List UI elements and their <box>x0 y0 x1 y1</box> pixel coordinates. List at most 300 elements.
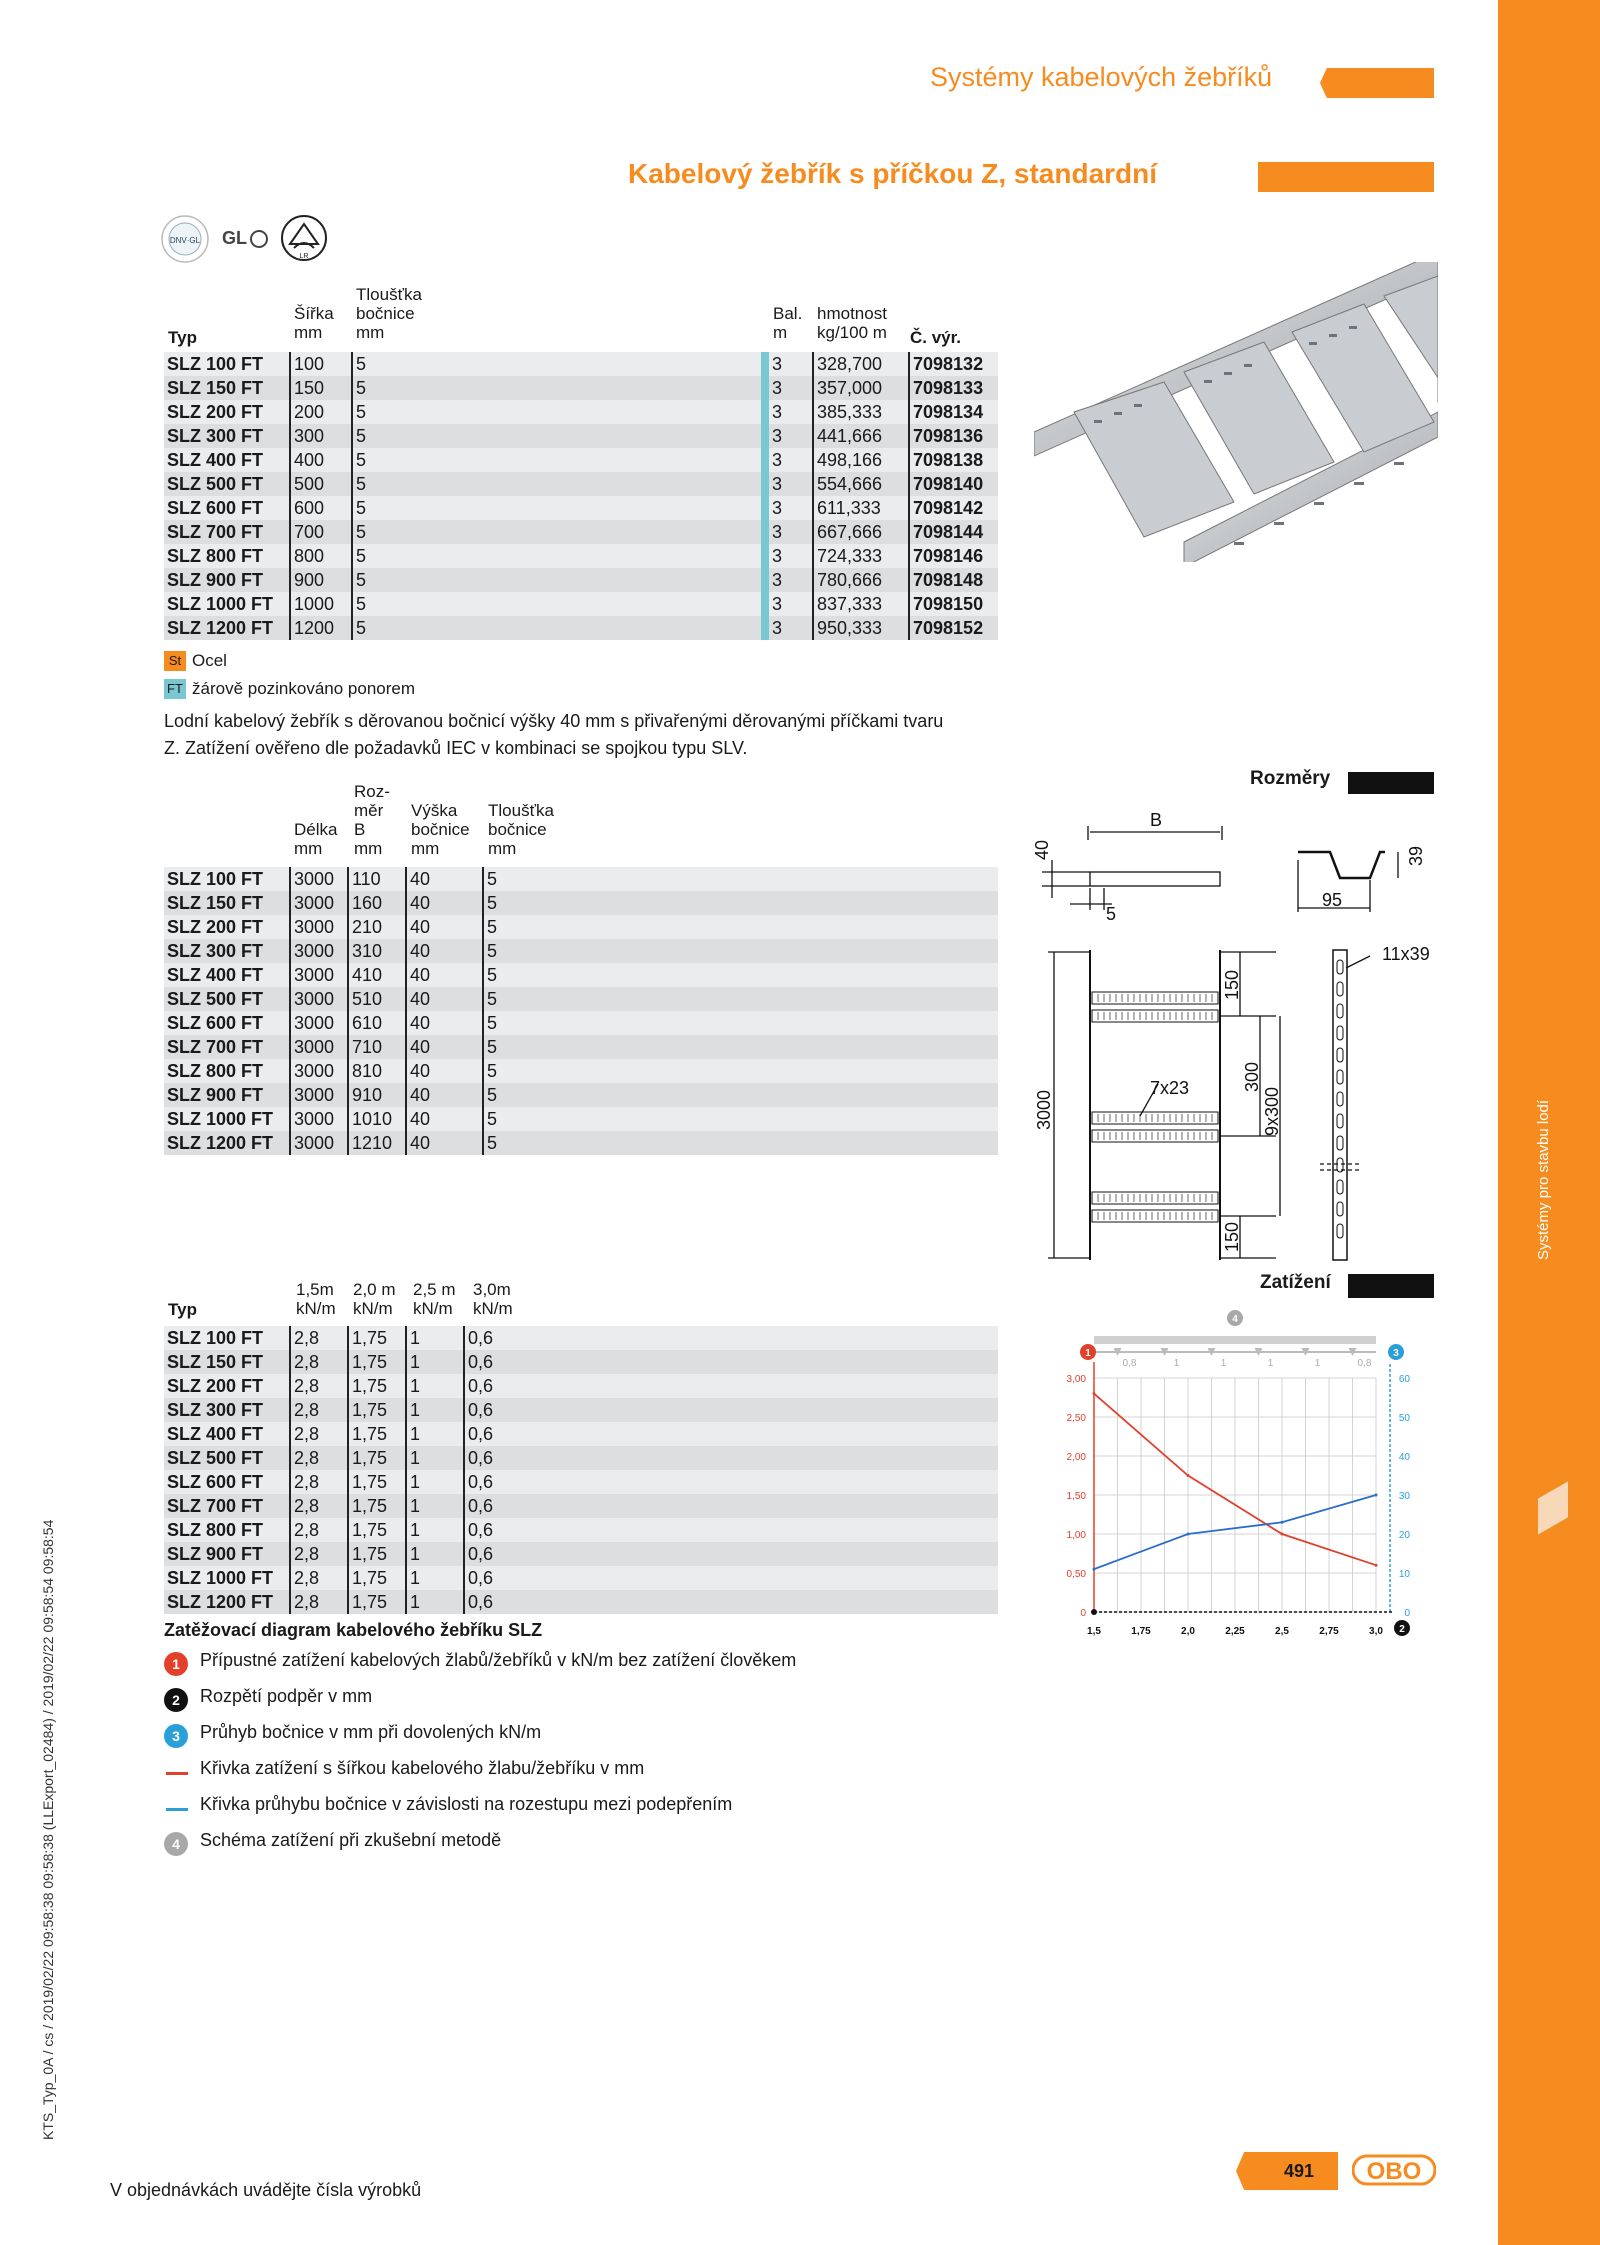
cell-tloustka: 5 <box>483 1083 998 1107</box>
cell-load-1-5: 2,8 <box>290 1470 348 1494</box>
cell-vyska: 40 <box>406 1035 483 1059</box>
cell-typ: SLZ 900 FT <box>164 1542 290 1566</box>
cell-cislo: 7098140 <box>909 472 998 496</box>
t3-head-typ: Typ <box>168 1300 197 1319</box>
dnv-logo <box>160 214 210 264</box>
cell-delka: 3000 <box>290 1107 348 1131</box>
cell-hmotnost: 724,333 <box>813 544 909 568</box>
table-row <box>164 352 998 376</box>
cell-cislo: 7098132 <box>909 352 998 376</box>
dim-150-top: 150 <box>1222 969 1242 1000</box>
cell-delka: 3000 <box>290 1059 348 1083</box>
cell-load-1-5: 2,8 <box>290 1494 348 1518</box>
table-row <box>164 568 998 592</box>
cell-load-3-0: 0,6 <box>464 1566 998 1590</box>
cell-vyska: 40 <box>406 1011 483 1035</box>
cell-load-2-0: 1,75 <box>348 1374 406 1398</box>
cell-load-2-0: 1,75 <box>348 1542 406 1566</box>
cell-load-3-0: 0,6 <box>464 1326 998 1350</box>
dim-7x23: 7x23 <box>1150 1078 1190 1098</box>
cell-load-1-5: 2,8 <box>290 1566 348 1590</box>
cell-sirka: 800 <box>290 544 352 568</box>
footer-note: V objednávkách uvádějte čísla výrobků <box>110 2180 422 2200</box>
side-meta-text: KTS_Typ_0A / cs / 2019/02/22 09:58:38 09:58:38 (LLExport_02484) / 2019/02/22 09:58:54 09:58:54 <box>40 1519 56 2140</box>
lr-logo-text: LR <box>299 253 309 260</box>
cell-tloustka: 5 <box>352 424 761 448</box>
cell-load-3-0: 0,6 <box>464 1542 998 1566</box>
description: Lodní kabelový žebřík s děrovanou bočnicí výšky 40 mm s přivařenými děrovanými příčkami tvaru Z. Zatížení ověřeno dle požadavků IEC v kombinaci se spojkou typu SLV. <box>164 711 944 758</box>
cell-load-2-0: 1,75 <box>348 1566 406 1590</box>
table-row <box>164 520 998 544</box>
cell-cislo: 7098148 <box>909 568 998 592</box>
t3-head-c2: 2,0 m kN/m <box>353 1280 396 1318</box>
dim-40: 40 <box>1032 839 1052 860</box>
axis-marker-3-label: 3 <box>1393 1348 1399 1359</box>
finish-marker <box>761 496 769 520</box>
cell-load-2-5: 1 <box>406 1566 464 1590</box>
table-row <box>164 1107 998 1131</box>
cell-typ: SLZ 1200 FT <box>164 1590 290 1614</box>
x-tick-label: 2,5 <box>1275 1626 1289 1637</box>
legend-text-0: Přípustné zatížení kabelových žlabů/žebříků v kN/m bez zatížení člověkem <box>200 1650 797 1670</box>
cell-tloustka: 5 <box>352 400 761 424</box>
cell-typ: SLZ 100 FT <box>164 1326 290 1350</box>
t1-head-bal: Bal. m <box>773 304 803 342</box>
cell-cislo: 7098133 <box>909 376 998 400</box>
legend-ft-label: žárově pozinkováno ponorem <box>192 679 416 698</box>
cell-delka: 3000 <box>290 1035 348 1059</box>
t3-head-c3: 2,5 m kN/m <box>413 1280 456 1318</box>
table-row <box>164 987 998 1011</box>
legend-marker-3: 3 <box>164 1724 188 1748</box>
cell-vyska: 40 <box>406 1083 483 1107</box>
lloyds-register-logo <box>280 214 328 262</box>
dim-b: B <box>1150 810 1163 830</box>
table-row <box>164 915 998 939</box>
table-row <box>164 1422 998 1446</box>
cell-bal: 3 <box>769 544 813 568</box>
cell-rozmer: 410 <box>348 963 406 987</box>
legend-st-box: St <box>164 651 186 671</box>
cell-typ: SLZ 800 FT <box>164 1518 290 1542</box>
cell-load-2-0: 1,75 <box>348 1350 406 1374</box>
cell-vyska: 40 <box>406 1107 483 1131</box>
cell-sirka: 1000 <box>290 592 352 616</box>
t1-head-cvyr: Č. výr. <box>910 328 962 347</box>
cell-load-2-0: 1,75 <box>348 1494 406 1518</box>
cell-typ: SLZ 1000 FT <box>164 1566 290 1590</box>
cell-rozmer: 1010 <box>348 1107 406 1131</box>
cell-rozmer: 810 <box>348 1059 406 1083</box>
cell-tloustka: 5 <box>352 568 761 592</box>
cell-typ: SLZ 400 FT <box>164 963 290 987</box>
deflection-point <box>1187 1533 1190 1536</box>
finish-marker <box>761 544 769 568</box>
cell-cislo: 7098138 <box>909 448 998 472</box>
legend-line-3 <box>166 1772 188 1775</box>
cell-tloustka: 5 <box>483 867 998 891</box>
x-tick-label: 2,0 <box>1181 1626 1195 1637</box>
cell-load-3-0: 0,6 <box>464 1590 998 1614</box>
cell-rozmer: 310 <box>348 939 406 963</box>
table-row <box>164 1131 998 1155</box>
rozmery-bar <box>1348 772 1434 794</box>
load-table <box>164 1326 998 1614</box>
dim-150-bottom: 150 <box>1222 1221 1242 1252</box>
cell-load-3-0: 0,6 <box>464 1350 998 1374</box>
cell-load-2-5: 1 <box>406 1470 464 1494</box>
deflection-point <box>1281 1521 1284 1524</box>
cell-tloustka: 5 <box>483 1131 998 1155</box>
cell-load-2-0: 1,75 <box>348 1398 406 1422</box>
cell-tloustka: 5 <box>483 915 998 939</box>
cell-load-1-5: 2,8 <box>290 1326 348 1350</box>
table-row <box>164 1518 998 1542</box>
cell-hmotnost: 837,333 <box>813 592 909 616</box>
cell-delka: 3000 <box>290 891 348 915</box>
diagram-title: Zatěžovací diagram kabelového žebříku SLZ <box>164 1620 543 1640</box>
cell-rozmer: 160 <box>348 891 406 915</box>
cell-hmotnost: 385,333 <box>813 400 909 424</box>
y-right-tick-label: 60 <box>1398 1374 1410 1385</box>
deflection-point <box>1093 1568 1096 1571</box>
cell-tloustka: 5 <box>483 939 998 963</box>
finish-marker <box>761 448 769 472</box>
cell-sirka: 1200 <box>290 616 352 640</box>
cell-load-3-0: 0,6 <box>464 1398 998 1422</box>
cell-typ: SLZ 200 FT <box>164 1374 290 1398</box>
table-row <box>164 939 998 963</box>
t2-head-delka: Délka mm <box>294 820 338 858</box>
main-title: Kabelový žebřík s příčkou Z, standardní <box>628 158 1158 189</box>
cell-bal: 3 <box>769 568 813 592</box>
table-row <box>164 472 998 496</box>
dim-95: 95 <box>1322 890 1343 910</box>
cell-rozmer: 710 <box>348 1035 406 1059</box>
cell-hmotnost: 498,166 <box>813 448 909 472</box>
cell-tloustka: 5 <box>352 352 761 376</box>
cell-load-1-5: 2,8 <box>290 1590 348 1614</box>
cell-sirka: 900 <box>290 568 352 592</box>
dim-3000: 3000 <box>1034 1089 1054 1130</box>
cell-load-2-0: 1,75 <box>348 1446 406 1470</box>
cell-load-2-5: 1 <box>406 1542 464 1566</box>
finish-marker <box>761 520 769 544</box>
cell-bal: 3 <box>769 496 813 520</box>
cell-load-3-0: 0,6 <box>464 1422 998 1446</box>
header-arrow-tab <box>1320 68 1434 98</box>
table-row <box>164 1494 998 1518</box>
dim-11x39: 11x39 <box>1382 944 1430 964</box>
load-scheme-label: 1 <box>1220 1358 1227 1369</box>
cell-typ: SLZ 400 FT <box>164 448 290 472</box>
cell-hmotnost: 950,333 <box>813 616 909 640</box>
product-photo-ladder <box>1034 262 1438 562</box>
cell-vyska: 40 <box>406 915 483 939</box>
legend-ft-box: FT <box>164 679 186 699</box>
cell-load-1-5: 2,8 <box>290 1446 348 1470</box>
finish-marker <box>761 352 769 376</box>
cell-rozmer: 910 <box>348 1083 406 1107</box>
cell-typ: SLZ 1000 FT <box>164 1107 290 1131</box>
cell-load-2-5: 1 <box>406 1374 464 1398</box>
cell-load-1-5: 2,8 <box>290 1518 348 1542</box>
cell-load-2-5: 1 <box>406 1494 464 1518</box>
cell-load-2-0: 1,75 <box>348 1422 406 1446</box>
cell-typ: SLZ 150 FT <box>164 891 290 915</box>
load-chart <box>1020 1300 1430 1660</box>
table-row <box>164 1470 998 1494</box>
dimensions-table <box>164 867 998 1155</box>
cell-bal: 3 <box>769 352 813 376</box>
legend-text-2: Průhyb bočnice v mm při dovolených kN/m <box>200 1722 542 1742</box>
cell-vyska: 40 <box>406 1059 483 1083</box>
cell-typ: SLZ 300 FT <box>164 939 290 963</box>
cell-load-2-0: 1,75 <box>348 1326 406 1350</box>
load-scheme-label: 0,8 <box>1122 1358 1137 1369</box>
cell-tloustka: 5 <box>352 448 761 472</box>
table-row <box>164 1542 998 1566</box>
cell-typ: SLZ 150 FT <box>164 376 290 400</box>
cell-typ: SLZ 900 FT <box>164 1083 290 1107</box>
legend-text-3: Křivka zatížení s šířkou kabelového žlabu/žebříku v mm <box>200 1758 645 1778</box>
dim-39: 39 <box>1406 845 1426 866</box>
axis-marker-2-label: 2 <box>1399 1624 1405 1635</box>
table-row <box>164 448 998 472</box>
cell-bal: 3 <box>769 592 813 616</box>
t2-head-vyska: Výška bočnice mm <box>411 801 470 858</box>
cell-bal: 3 <box>769 520 813 544</box>
cell-cislo: 7098144 <box>909 520 998 544</box>
cell-tloustka: 5 <box>483 1059 998 1083</box>
cell-sirka: 600 <box>290 496 352 520</box>
cell-typ: SLZ 500 FT <box>164 987 290 1011</box>
y-right-tick-label: 50 <box>1398 1413 1410 1424</box>
table-row <box>164 496 998 520</box>
load-scheme-label: 1 <box>1314 1358 1321 1369</box>
cell-load-2-5: 1 <box>406 1590 464 1614</box>
cell-typ: SLZ 1000 FT <box>164 592 290 616</box>
cell-sirka: 150 <box>290 376 352 400</box>
load-point <box>1281 1533 1284 1536</box>
t1-head-hmotnost: hmotnost kg/100 m <box>817 304 887 342</box>
cell-bal: 3 <box>769 424 813 448</box>
y-left-tick-label: 3,00 <box>1066 1374 1086 1385</box>
table-row <box>164 891 998 915</box>
load-point <box>1187 1474 1190 1477</box>
cell-load-3-0: 0,6 <box>464 1518 998 1542</box>
cell-hmotnost: 780,666 <box>813 568 909 592</box>
y-left-tick-label: 0 <box>1080 1608 1086 1619</box>
page-number: 491 <box>1284 2161 1315 2181</box>
cell-tloustka: 5 <box>483 1107 998 1131</box>
cell-delka: 3000 <box>290 867 348 891</box>
dim-9x300: 9x300 <box>1262 1086 1282 1136</box>
finish-marker <box>761 592 769 616</box>
x-tick-label: 2,75 <box>1319 1626 1339 1637</box>
y-left-tick-label: 2,50 <box>1066 1413 1086 1424</box>
cell-load-2-5: 1 <box>406 1422 464 1446</box>
cell-tloustka: 5 <box>483 891 998 915</box>
y-right-tick-label: 30 <box>1398 1491 1410 1502</box>
cell-cislo: 7098146 <box>909 544 998 568</box>
y-left-tick-label: 0,50 <box>1066 1569 1086 1580</box>
cell-rozmer: 210 <box>348 915 406 939</box>
cell-vyska: 40 <box>406 867 483 891</box>
cell-load-3-0: 0,6 <box>464 1446 998 1470</box>
y-right-tick-label: 10 <box>1398 1569 1410 1580</box>
legend-text-1: Rozpětí podpěr v mm <box>200 1686 373 1706</box>
cell-typ: SLZ 200 FT <box>164 915 290 939</box>
table-row <box>164 1590 998 1614</box>
cell-typ: SLZ 800 FT <box>164 544 290 568</box>
cell-typ: SLZ 800 FT <box>164 1059 290 1083</box>
cell-bal: 3 <box>769 400 813 424</box>
table-row <box>164 1350 998 1374</box>
table-row <box>164 1011 998 1035</box>
cell-typ: SLZ 600 FT <box>164 496 290 520</box>
cell-hmotnost: 357,000 <box>813 376 909 400</box>
t2-head-tloustka: Tloušťka bočnice mm <box>488 801 554 858</box>
cell-cislo: 7098150 <box>909 592 998 616</box>
cell-rozmer: 510 <box>348 987 406 1011</box>
dnv-logo-text: DNV·GL <box>169 236 201 245</box>
header-title: Systémy kabelových žebříků <box>930 62 1273 92</box>
x-tick-label: 2,25 <box>1225 1626 1245 1637</box>
table-row <box>164 424 998 448</box>
table-row <box>164 376 998 400</box>
cell-delka: 3000 <box>290 963 348 987</box>
cell-tloustka: 5 <box>483 987 998 1011</box>
cell-cislo: 7098136 <box>909 424 998 448</box>
cell-delka: 3000 <box>290 1083 348 1107</box>
t3-head-c4: 3,0m kN/m <box>473 1280 513 1318</box>
cell-hmotnost: 328,700 <box>813 352 909 376</box>
dimension-drawing <box>1030 800 1440 1270</box>
cell-bal: 3 <box>769 616 813 640</box>
cell-sirka: 500 <box>290 472 352 496</box>
cell-typ: SLZ 1200 FT <box>164 1131 290 1155</box>
cell-delka: 3000 <box>290 939 348 963</box>
cell-tloustka: 5 <box>352 592 761 616</box>
cell-typ: SLZ 700 FT <box>164 1494 290 1518</box>
table-row <box>164 867 998 891</box>
cell-typ: SLZ 100 FT <box>164 867 290 891</box>
y-left-tick-label: 2,00 <box>1066 1452 1086 1463</box>
cell-typ: SLZ 100 FT <box>164 352 290 376</box>
dim-5: 5 <box>1106 904 1117 924</box>
t1-head-tloustka: Tloušťka bočnice mm <box>356 285 422 342</box>
obo-logo-text: OBO <box>1366 2158 1422 2185</box>
cell-tloustka: 5 <box>352 616 761 640</box>
table-row <box>164 1035 998 1059</box>
table-row <box>164 1059 998 1083</box>
cell-load-2-5: 1 <box>406 1518 464 1542</box>
cell-tloustka: 5 <box>352 544 761 568</box>
cell-typ: SLZ 700 FT <box>164 1035 290 1059</box>
cell-typ: SLZ 600 FT <box>164 1470 290 1494</box>
product-table <box>164 352 998 640</box>
cell-delka: 3000 <box>290 987 348 1011</box>
cell-cislo: 7098142 <box>909 496 998 520</box>
legend-st-label: Ocel <box>192 651 227 670</box>
dim-300: 300 <box>1242 1061 1262 1092</box>
cell-load-1-5: 2,8 <box>290 1374 348 1398</box>
cell-typ: SLZ 700 FT <box>164 520 290 544</box>
load-point <box>1093 1392 1096 1395</box>
table-row <box>164 963 998 987</box>
cell-bal: 3 <box>769 448 813 472</box>
legend-text-4: Křivka průhybu bočnice v závislosti na rozestupu mezi podepřením <box>200 1794 733 1814</box>
cell-load-2-0: 1,75 <box>348 1590 406 1614</box>
table-row <box>164 1326 998 1350</box>
cell-load-2-0: 1,75 <box>348 1470 406 1494</box>
load-scheme-label: 0,8 <box>1357 1358 1372 1369</box>
title-bar <box>1258 162 1434 192</box>
deflection-point <box>1375 1494 1378 1497</box>
legend-marker-4: 4 <box>164 1832 188 1856</box>
load-scheme-label: 1 <box>1267 1358 1274 1369</box>
cell-vyska: 40 <box>406 987 483 1011</box>
cell-vyska: 40 <box>406 939 483 963</box>
cell-hmotnost: 611,333 <box>813 496 909 520</box>
axis-marker-4-label: 4 <box>1232 1314 1238 1325</box>
cell-tloustka: 5 <box>483 1035 998 1059</box>
table-row <box>164 1083 998 1107</box>
table-row <box>164 400 998 424</box>
cell-delka: 3000 <box>290 1131 348 1155</box>
cell-load-2-5: 1 <box>406 1350 464 1374</box>
table-row <box>164 1566 998 1590</box>
gl-logo-emblem <box>250 230 268 248</box>
cell-bal: 3 <box>769 472 813 496</box>
table-row <box>164 592 998 616</box>
table-row <box>164 1446 998 1470</box>
cell-tloustka: 5 <box>483 1011 998 1035</box>
obo-logo <box>1352 2152 1436 2188</box>
cell-load-3-0: 0,6 <box>464 1494 998 1518</box>
cell-delka: 3000 <box>290 1011 348 1035</box>
y-left-tick-label: 1,50 <box>1066 1491 1086 1502</box>
cell-load-1-5: 2,8 <box>290 1398 348 1422</box>
cell-load-2-5: 1 <box>406 1326 464 1350</box>
finish-marker <box>761 376 769 400</box>
legend-line-4 <box>166 1808 188 1811</box>
cell-typ: SLZ 300 FT <box>164 424 290 448</box>
zatizeni-label: Zatížení <box>1260 1272 1331 1293</box>
cell-cislo: 7098134 <box>909 400 998 424</box>
cell-hmotnost: 667,666 <box>813 520 909 544</box>
cell-sirka: 700 <box>290 520 352 544</box>
cell-tloustka: 5 <box>352 472 761 496</box>
t3-head-c1: 1,5m kN/m <box>296 1280 336 1318</box>
cell-load-1-5: 2,8 <box>290 1422 348 1446</box>
cell-vyska: 40 <box>406 1131 483 1155</box>
load-point <box>1375 1564 1378 1567</box>
t2-head-rozmer: Roz- měr B mm <box>354 782 390 858</box>
legend-text-5: Schéma zatížení při zkušební metodě <box>200 1830 502 1850</box>
cell-typ: SLZ 900 FT <box>164 568 290 592</box>
cell-typ: SLZ 500 FT <box>164 472 290 496</box>
cell-load-3-0: 0,6 <box>464 1374 998 1398</box>
x-tick-label: 1,5 <box>1087 1626 1101 1637</box>
cell-load-2-5: 1 <box>406 1446 464 1470</box>
cell-load-1-5: 2,8 <box>290 1542 348 1566</box>
origin-dot <box>1091 1609 1097 1615</box>
cell-typ: SLZ 500 FT <box>164 1446 290 1470</box>
cell-tloustka: 5 <box>352 376 761 400</box>
cell-delka: 3000 <box>290 915 348 939</box>
